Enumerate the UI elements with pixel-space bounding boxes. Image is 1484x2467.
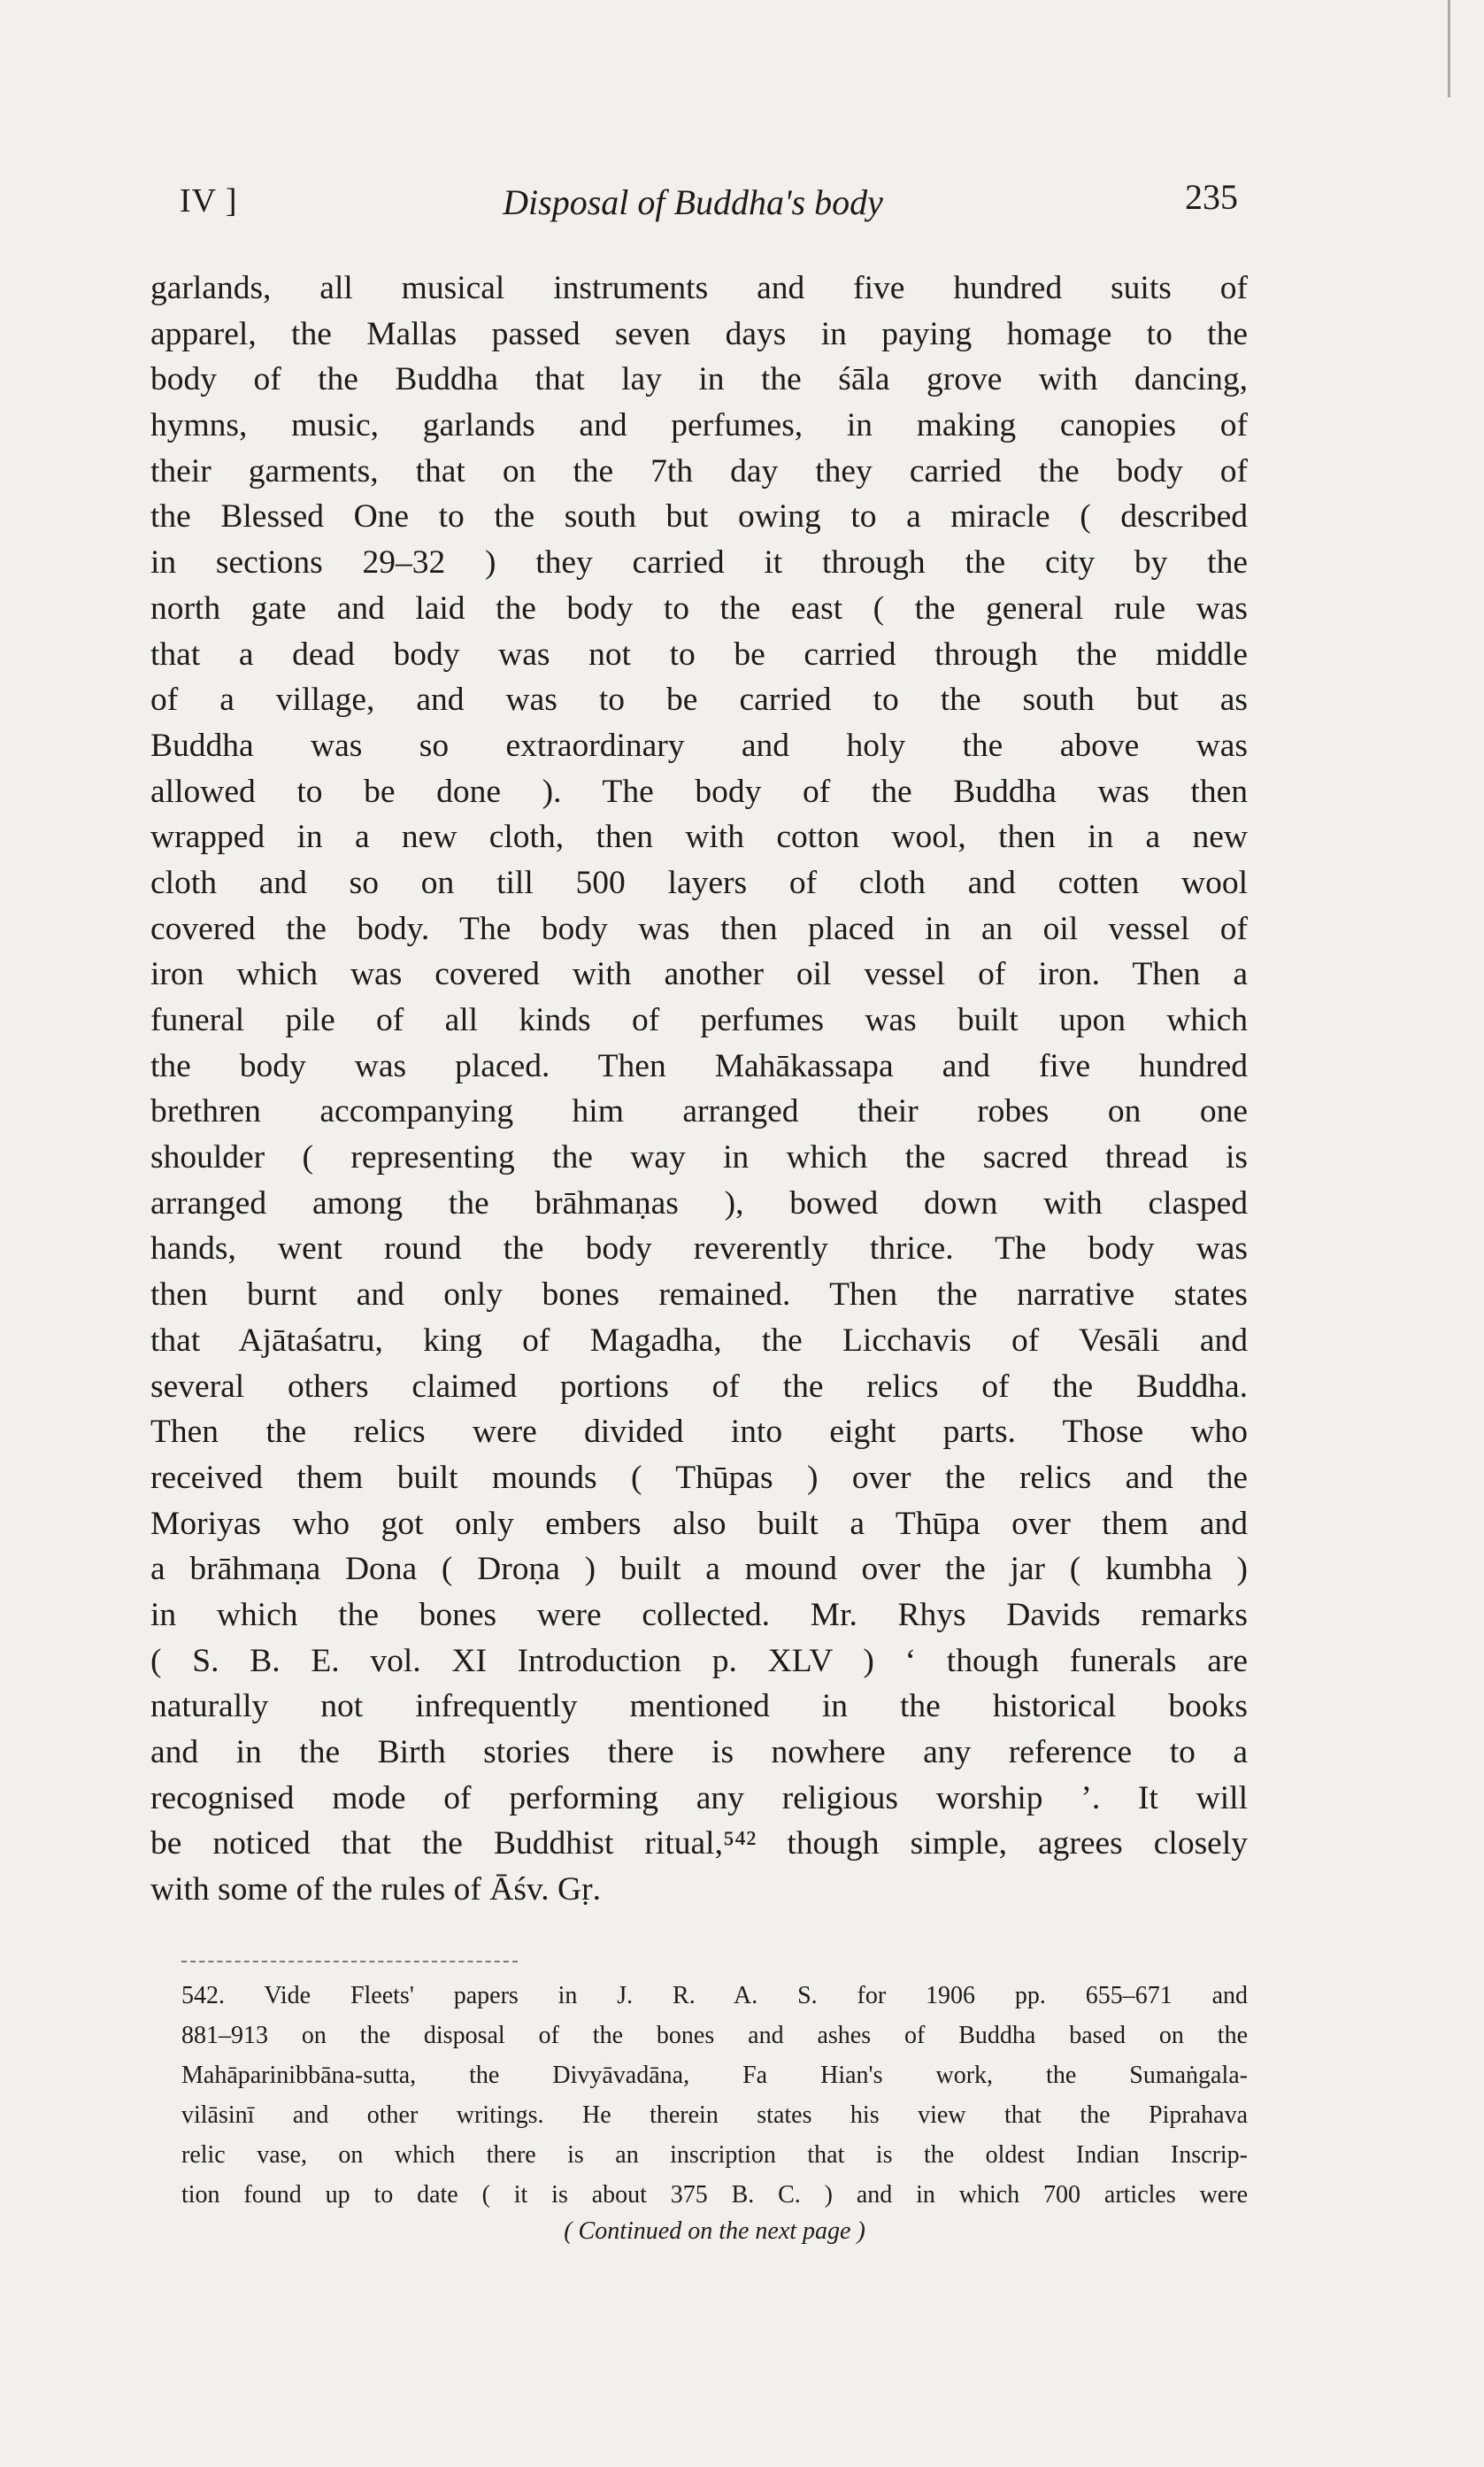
- text-line: the Blessed One to the south but owing to a miracle ( described: [150, 498, 1248, 536]
- text-line: ( S. B. E. vol. XI Introduction p. XLV ) ‘ though funerals are: [150, 1642, 1248, 1679]
- text-line: iron which was covered with another oil vessel of iron. Then a: [150, 956, 1248, 993]
- text-line: north gate and laid the body to the east ( the general rule was: [150, 590, 1248, 627]
- footnote-line: vilāsinī and other writings. He therein states his view that the Piprahava: [181, 2101, 1248, 2129]
- scan-edge-line: [1448, 0, 1450, 97]
- text-line: in which the bones were collected. Mr. Rhys Davids remarks: [150, 1596, 1248, 1633]
- footnote-line: 542. Vide Fleets' papers in J. R. A. S. for 1906 pp. 655–671 and: [181, 1982, 1248, 2009]
- text-line: allowed to be done ). The body of the Buddha was then: [150, 773, 1248, 810]
- running-title: Disposal of Buddha's body: [503, 182, 883, 222]
- footnote-line: relic vase, on which there is an inscription that is the oldest Indian Inscrip-: [181, 2141, 1248, 2169]
- text-line: with some of the rules of Āśv. Gṛ.: [150, 1871, 601, 1908]
- text-line: funeral pile of all kinds of perfumes was built upon which: [150, 1002, 1248, 1038]
- footnote-line: 881–913 on the disposal of the bones and ashes of Buddha based on the: [181, 2022, 1248, 2049]
- page-number: 235: [1185, 177, 1238, 217]
- text-line: hands, went round the body reverently thrice. The body was: [150, 1230, 1248, 1268]
- text-line: arranged among the brāhmaṇas ), bowed down with clasped: [150, 1184, 1248, 1222]
- text-line: their garments, that on the 7th day they carried the body of: [150, 452, 1248, 490]
- footnote-separator: [181, 1961, 518, 1962]
- text-line: hymns, music, garlands and perfumes, in making canopies of: [150, 407, 1248, 444]
- text-line: several others claimed portions of the relics of the Buddha.: [150, 1368, 1248, 1405]
- text-line: a brāhmaṇa Dona ( Droṇa ) built a mound over the jar ( kumbha ): [150, 1551, 1248, 1588]
- text-line: cloth and so on till 500 layers of cloth and cotten wool: [150, 864, 1248, 901]
- text-line: body of the Buddha that lay in the śāla grove with dancing,: [150, 361, 1248, 398]
- text-line: Moriyas who got only embers also built a Thūpa over them and: [150, 1505, 1248, 1542]
- text-line: in sections 29–32 ) they carried it through the city by the: [150, 544, 1248, 582]
- text-line: be noticed that the Buddhist ritual,⁵⁴² though simple, agrees closely: [150, 1825, 1248, 1862]
- footnote-line: tion found up to date ( it is about 375 B. C. ) and in which 700 articles were: [181, 2181, 1248, 2209]
- text-line: Buddha was so extraordinary and holy the above was: [150, 727, 1248, 764]
- text-line: of a village, and was to be carried to the south but as: [150, 682, 1248, 719]
- text-line: then burnt and only bones remained. Then the narrative states: [150, 1276, 1248, 1314]
- text-line: that Ajātaśatru, king of Magadha, the Licchavis of Vesāli and: [150, 1322, 1248, 1359]
- text-line: received them built mounds ( Thūpas ) over the relics and the: [150, 1459, 1248, 1496]
- text-line: shoulder ( representing the way in which the sacred thread is: [150, 1139, 1248, 1176]
- chapter-marker: IV ]: [180, 182, 238, 220]
- footnote-line: Mahāparinibbāna-sutta, the Divyāvadāna, Fa Hian's work, the Sumaṅgala-: [181, 2062, 1248, 2089]
- text-line: apparel, the Mallas passed seven days in paying homage to the: [150, 315, 1248, 352]
- text-line: the body was placed. Then Mahākassapa and five hundred: [150, 1047, 1248, 1084]
- text-line: naturally not infrequently mentioned in the historical books: [150, 1688, 1248, 1725]
- text-line: garlands, all musical instruments and five hundred suits of: [150, 270, 1248, 306]
- text-line: wrapped in a new cloth, then with cotton wool, then in a new: [150, 819, 1248, 856]
- text-line: and in the Birth stories there is nowhere any reference to a: [150, 1734, 1248, 1770]
- continued-note: ( Continued on the next page ): [564, 2217, 865, 2245]
- text-line: brethren accompanying him arranged their robes on one: [150, 1093, 1248, 1130]
- page-header: [180, 177, 1238, 235]
- footnote: [181, 1976, 1248, 2215]
- main-text: [150, 266, 1248, 1913]
- text-line: that a dead body was not to be carried through the middle: [150, 636, 1248, 673]
- text-line: covered the body. The body was then placed in an oil vessel of: [150, 910, 1248, 947]
- text-line: Then the relics were divided into eight parts. Those who: [150, 1414, 1248, 1451]
- text-line: recognised mode of performing any religious worship ’. It will: [150, 1779, 1248, 1816]
